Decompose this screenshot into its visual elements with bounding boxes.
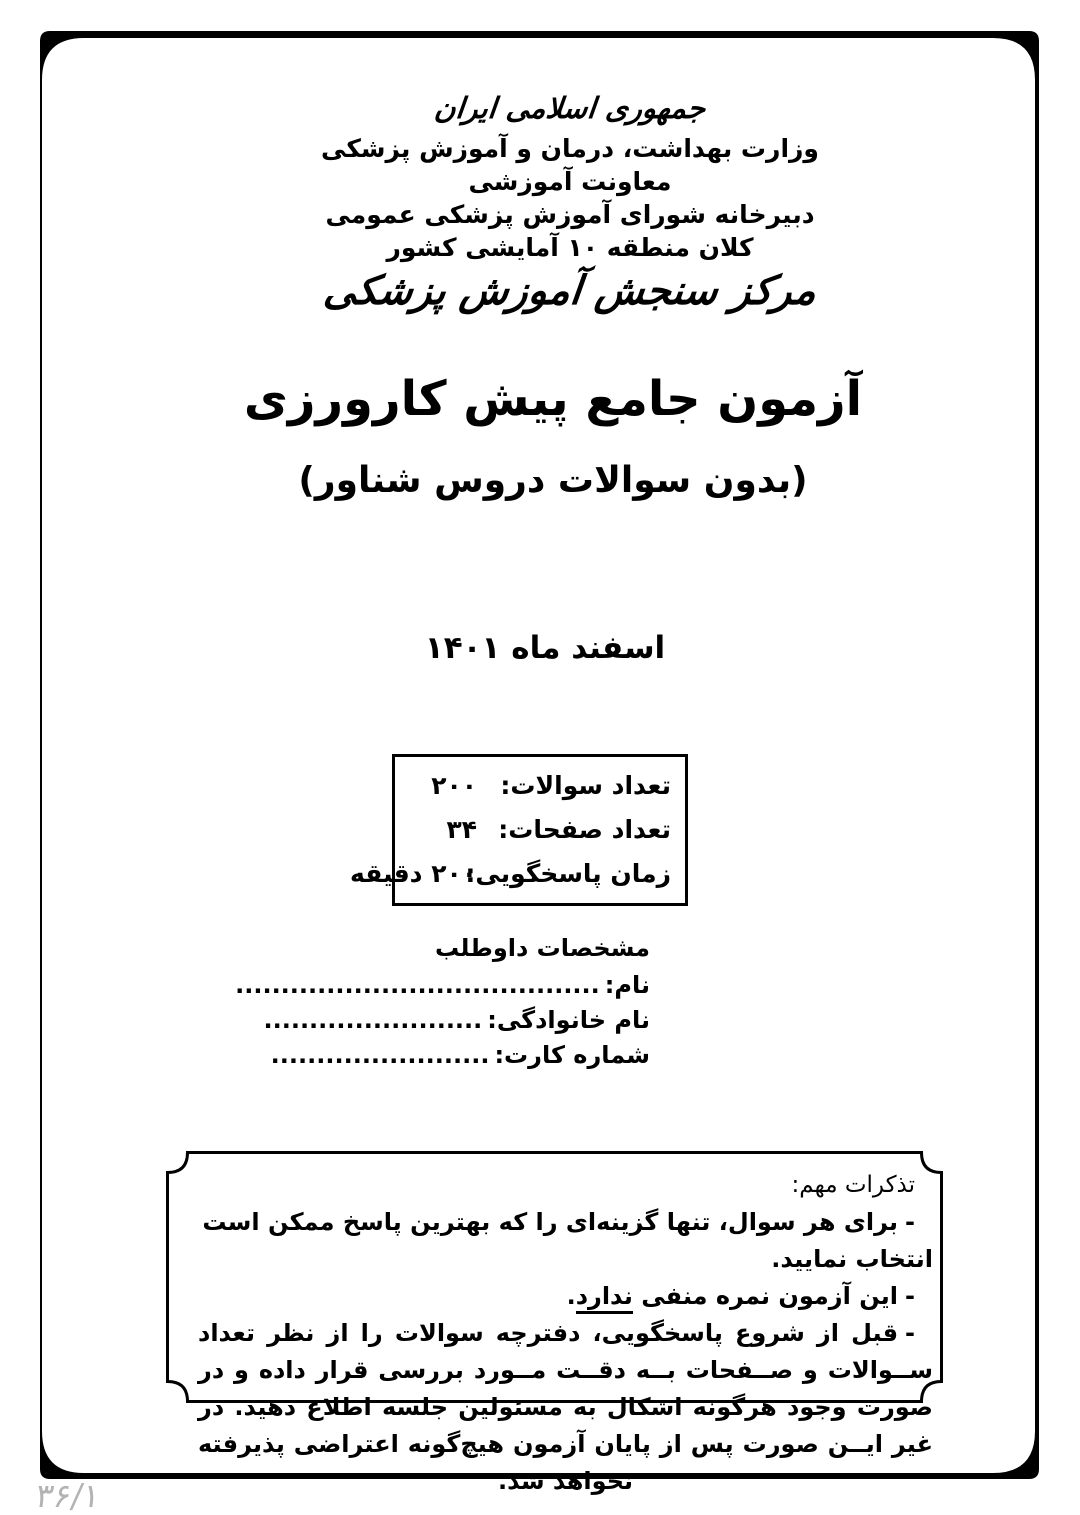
page-number: ۳۶/۱: [33, 1476, 104, 1515]
deputy-line: معاونت آموزشی: [468, 167, 672, 196]
macro-region-line: کلان منطقه ۱۰ آمایشی کشور: [386, 233, 754, 262]
card-number-field: [235, 1038, 650, 1073]
page-count-label: تعداد صفحات:: [498, 815, 671, 844]
letterhead: [0, 90, 1080, 316]
first-name-field: [235, 968, 650, 1003]
note-item-2: [196, 1278, 933, 1315]
duration-label: زمان پاسخگویی:: [465, 859, 671, 888]
bullet-dash: -: [905, 1282, 915, 1310]
note-item-3: [196, 1315, 933, 1500]
page-count-row: [403, 808, 671, 852]
calligraphy-assessment-center: مرکز سنجش آموزش پزشکی: [321, 268, 819, 314]
exam-title: آزمون جامع پیش کارورزی: [243, 371, 863, 427]
first-name-dotted-line: ........................................: [235, 971, 600, 999]
question-count-row: [403, 764, 671, 808]
note-item-3-text: قبل از شروع پاسخگویی، دفترچه سوالات را از نظر تعداد ســوالات و صــفحات بــه دقــت مــورد بررسی قرار داده و در صورت وجود هرگونه اشکال به مسئولین جلسه اطلاع دهید. در غیر ایــن صورت پس از پایان آزمون هیچ‌گونه اعتراضی پذیرفته نخواهد شد.: [198, 1319, 933, 1495]
ministry-line: وزارت بهداشت، درمان و آموزش پزشکی: [321, 134, 819, 163]
note-item-2-period: .: [566, 1282, 576, 1310]
card-number-dotted-line: ........................: [270, 1041, 490, 1069]
page-count-value: ۳۴: [446, 815, 477, 844]
note-item-2-underlined-word: ندارد: [576, 1282, 633, 1314]
bullet-dash: -: [905, 1319, 915, 1347]
candidate-heading: مشخصات داوطلب: [435, 934, 650, 962]
exam-subtitle: (بدون سوالات دروس شناور): [298, 460, 808, 501]
question-count-label: تعداد سوالات:: [500, 771, 671, 800]
important-notes: [196, 1167, 933, 1500]
card-number-label: شماره کارت:: [494, 1041, 650, 1069]
notes-heading: تذکرات مهم:: [791, 1172, 915, 1198]
note-item-1: [196, 1204, 933, 1278]
last-name-label: نام خانوادگی:: [487, 1006, 650, 1034]
last-name-dotted-line: ........................: [263, 1006, 483, 1034]
candidate-details: [235, 931, 650, 1073]
first-name-label: نام:: [604, 971, 650, 999]
secretariat-line: دبیرخانه شورای آموزش پزشکی عمومی: [325, 200, 815, 229]
exam-info-box: [349, 754, 688, 906]
note-item-2-text: این آزمون نمره منفی: [632, 1282, 899, 1310]
bullet-dash: -: [905, 1208, 915, 1236]
calligraphy-country-name: جمهوری اسلامی ایران: [432, 91, 708, 125]
last-name-field: [235, 1003, 650, 1038]
exam-date: اسفند ماه ۱۴۰۱: [424, 630, 666, 666]
note-item-1-text: برای هر سوال، تنها گزینه‌ای را که بهترین پاسخ ممکن است انتخاب نمایید.: [202, 1208, 933, 1273]
question-count-value: ۲۰۰: [431, 771, 477, 800]
duration-row: [349, 852, 671, 896]
duration-value: ۲۰۰ دقیقه: [349, 859, 477, 888]
important-notes-box: [166, 1151, 943, 1495]
